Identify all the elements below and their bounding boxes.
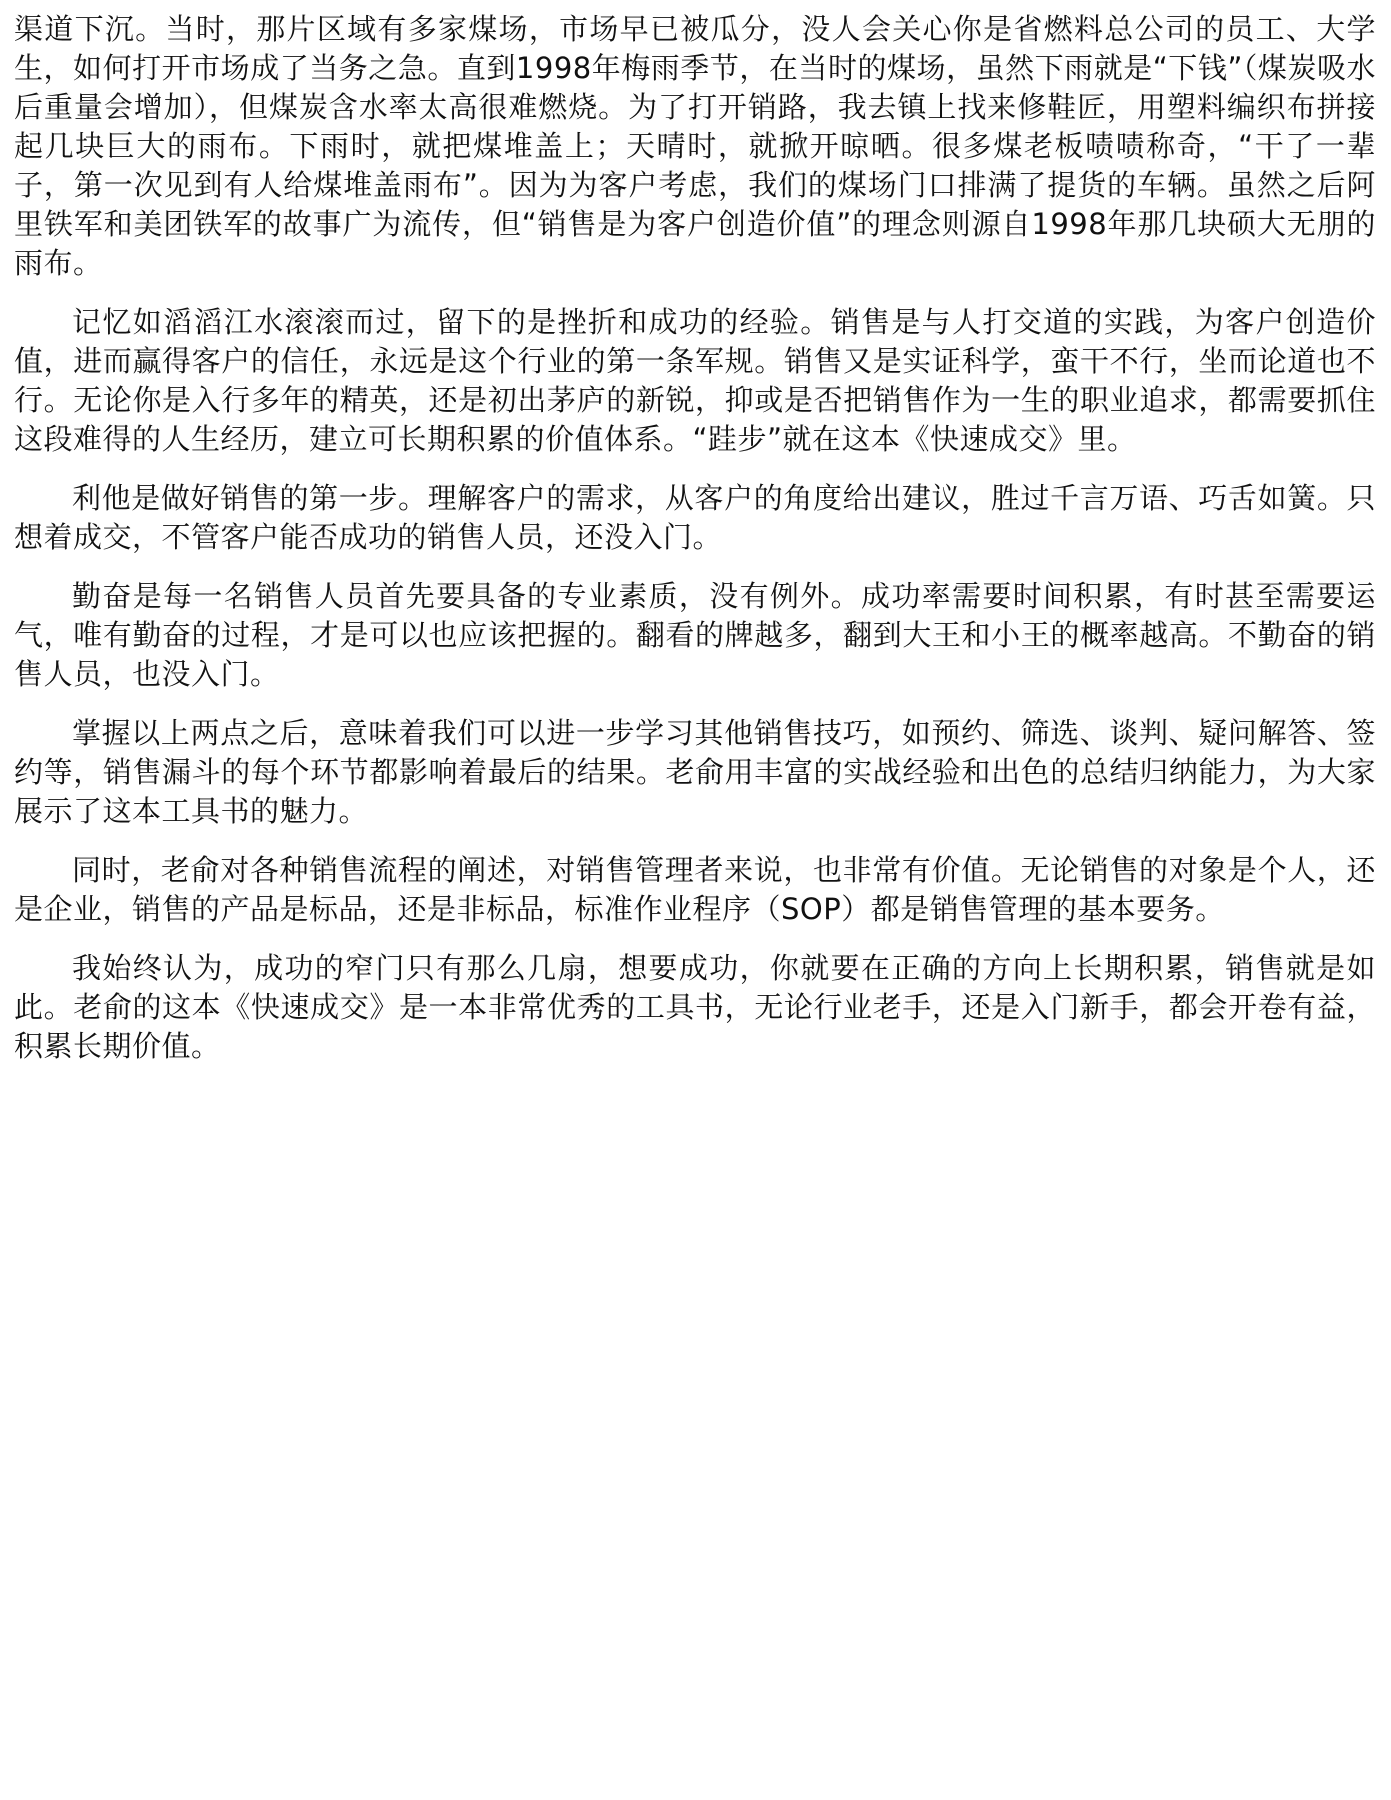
paragraph-7: 我始终认为，成功的窄门只有那么几扇，想要成功，你就要在正确的方向上长期积累，销售就是如此。老俞的这本《快速成交》是一本非常优秀的工具书，无论行业老手，还是入门新手，都会开卷有益，积累长期价值。 — [14, 951, 1376, 1063]
document-page — [14, 10, 1376, 1086]
paragraph-2: 记忆如滔滔江水滚滚而过，留下的是挫折和成功的经验。销售是与人打交道的实践，为客户创造价值，进而赢得客户的信任，永远是这个行业的第一条军规。销售又是实证科学，蛮干不行，坐而论道也不行。无论你是入行多年的精英，还是初出茅庐的新锐，抑或是否把销售作为一生的职业追求，都需要抓住这段难得的人生经历，建立可长期积累的价值体系。“跬步”就在这本《快速成交》里。 — [14, 305, 1376, 456]
paragraph-6: 同时，老俞对各种销售流程的阐述，对销售管理者来说，也非常有价值。无论销售的对象是个人，还是企业，销售的产品是标品，还是非标品，标准作业程序（SOP）都是销售管理的基本要务。 — [14, 853, 1376, 926]
paragraph-3: 利他是做好销售的第一步。理解客户的需求，从客户的角度给出建议，胜过千言万语、巧舌如簧。只想着成交，不管客户能否成功的销售人员，还没入门。 — [14, 481, 1376, 554]
paragraph-5: 掌握以上两点之后，意味着我们可以进一步学习其他销售技巧，如预约、筛选、谈判、疑问解答、签约等，销售漏斗的每个环节都影响着最后的结果。老俞用丰富的实战经验和出色的总结归纳能力，为大家展示了这本工具书的魅力。 — [14, 716, 1376, 828]
paragraph-4: 勤奋是每一名销售人员首先要具备的专业素质，没有例外。成功率需要时间积累，有时甚至需要运气，唯有勤奋的过程，才是可以也应该把握的。翻看的牌越多，翻到大王和小王的概率越高。不勤奋的销售人员，也没入门。 — [14, 579, 1376, 691]
paragraph-1: 渠道下沉。当时，那片区域有多家煤场，市场早已被瓜分，没人会关心你是省燃料总公司的员工、大学生，如何打开市场成了当务之急。直到1998年梅雨季节，在当时的煤场，虽然下雨就是“下钱”（煤炭吸水后重量会增加），但煤炭含水率太高很难燃烧。为了打开销路，我去镇上找来修鞋匠，用塑料编织布拼接起几块巨大的雨布。下雨时，就把煤堆盖上；天晴时，就掀开晾晒。很多煤老板啧啧称奇，“干了一辈子，第一次见到有人给煤堆盖雨布”。因为为客户考虑，我们的煤场门口排满了提货的车辆。虽然之后阿里铁军和美团铁军的故事广为流传，但“销售是为客户创造价值”的理念则源自1998年那几块硕大无朋的雨布。 — [14, 12, 1376, 280]
